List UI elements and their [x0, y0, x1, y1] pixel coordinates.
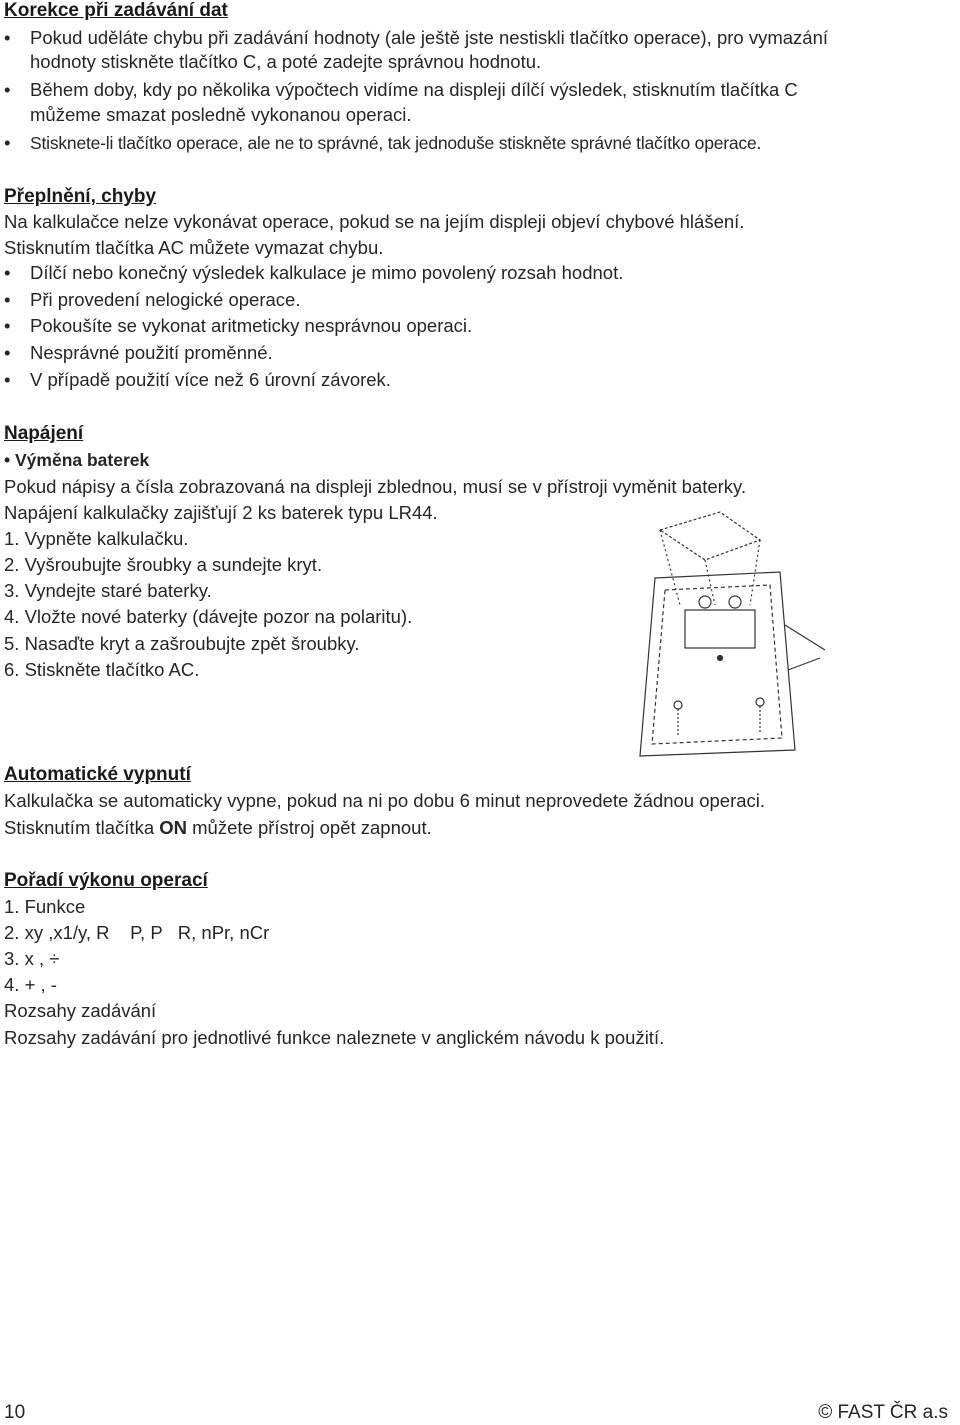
- calculator-body-outline: [640, 572, 795, 756]
- autooff-text-2: [4, 817, 432, 839]
- overflow-text-2: Stisknutím tlačítka AC můžete vymazat chybu.: [4, 237, 384, 258]
- bullet-dot: •: [4, 132, 11, 153]
- overflow-text-1: Na kalkulačce nelze vykonávat operace, pokud se na jejím displeji objeví chybové hlášení.: [4, 211, 745, 232]
- calculator-inner-outline: [652, 585, 782, 744]
- section-title-power: Napájení: [4, 423, 84, 444]
- correction-bullet-2-line-1: Během doby, kdy po několika výpočtech vidíme na displeji dílčí výsledek, stisknutím tlačítka C: [30, 79, 798, 100]
- bullet-dot: •: [4, 262, 11, 283]
- pointer-line: [785, 625, 825, 650]
- correction-bullet-1-line-2: hodnoty stiskněte tlačítko C, a poté zadejte správnou hodnotu.: [30, 51, 542, 72]
- battery-icon: [729, 596, 741, 608]
- overflow-bullet: Pokoušíte se vykonat aritmeticky nesprávnou operaci.: [30, 315, 473, 336]
- section-title-autooff: Automatické vypnutí: [4, 764, 191, 785]
- screw-icon: [756, 698, 764, 706]
- power-step: 5. Nasaďte kryt a zašroubujte zpět šroubky.: [4, 633, 360, 654]
- calculator-battery-illustration: [610, 510, 830, 770]
- screw-icon: [674, 701, 682, 709]
- power-step: 4. Vložte nové baterky (dávejte pozor na polaritu).: [4, 606, 413, 627]
- bullet-dot: •: [4, 315, 11, 336]
- battery-compartment: [685, 610, 755, 648]
- overflow-bullet: Při provedení nelogické operace.: [30, 289, 301, 310]
- overflow-bullet: Dílčí nebo konečný výsledek kalkulace je mimo povolený rozsah hodnot.: [30, 262, 624, 283]
- pointer-line: [788, 658, 820, 670]
- order-item: 3. x , ÷: [4, 948, 60, 969]
- section-title-overflow: Přeplnění, chyby: [4, 186, 157, 207]
- bullet-dot: •: [4, 289, 11, 310]
- power-text-1: Pokud nápisy a čísla zobrazovaná na displeji zblednou, musí se v přístroji vyměnit baterky.: [4, 476, 747, 497]
- correction-bullet-1-line-1: Pokud uděláte chybu při zadávání hodnoty (ale ještě jste nestiskli tlačítko operace), pro vymazání: [30, 27, 828, 48]
- order-item: 4. + , -: [4, 974, 57, 995]
- power-subtitle-text: Výměna baterek: [15, 450, 150, 470]
- power-text-2: Napájení kalkulačky zajišťují 2 ks baterek typu LR44.: [4, 502, 438, 523]
- overflow-bullet: Nesprávné použití proměnné.: [30, 342, 273, 363]
- autooff-text-1: Kalkulačka se automaticky vypne, pokud na ni po dobu 6 minut neprovedete žádnou operaci.: [4, 790, 766, 811]
- bullet-dot: •: [4, 369, 11, 390]
- on-key-label: ON: [159, 817, 187, 838]
- battery-cover-outline: [660, 512, 760, 560]
- page-number: 10: [4, 1402, 26, 1423]
- autooff-text-2-pre: Stisknutím tlačítka: [4, 817, 160, 838]
- copyright: © FAST ČR a.s: [818, 1402, 948, 1423]
- section-title-correction: Korekce při zadávání dat: [4, 0, 228, 21]
- cover-guide-line: [660, 530, 680, 605]
- order-item: 2. xy ,x1/y, R P, P R, nPr, nCr: [4, 922, 270, 943]
- autooff-text-2-post: můžete přístroj opět zapnout.: [187, 817, 432, 838]
- section-title-order: Pořadí výkonu operací: [4, 870, 208, 891]
- correction-bullet-2-line-2: můžeme smazat posledně vykonanou operaci.: [30, 104, 412, 125]
- ranges-title: Rozsahy zadávání: [4, 1000, 157, 1021]
- correction-bullet-3: Stisknete-li tlačítko operace, ale ne to správné, tak jednoduše stiskněte správné tlačítko operace.: [30, 133, 762, 153]
- ranges-text: Rozsahy zadávání pro jednotlivé funkce naleznete v anglickém návodu k použití.: [4, 1027, 665, 1048]
- power-subtitle: • Výměna baterek: [4, 450, 150, 470]
- power-step: 3. Vyndejte staré baterky.: [4, 580, 212, 601]
- bullet-dot: •: [4, 79, 11, 100]
- dot-icon: [718, 656, 723, 661]
- battery-icon: [699, 596, 711, 608]
- bullet-dot: •: [4, 342, 11, 363]
- bullet-dot: •: [4, 27, 11, 48]
- power-step: 1. Vypněte kalkulačku.: [4, 528, 189, 549]
- power-step: 6. Stiskněte tlačítko AC.: [4, 659, 200, 680]
- order-item: 1. Funkce: [4, 896, 86, 917]
- overflow-bullet: V případě použití více než 6 úrovní závorek.: [30, 369, 391, 390]
- power-step: 2. Vyšroubujte šroubky a sundejte kryt.: [4, 554, 323, 575]
